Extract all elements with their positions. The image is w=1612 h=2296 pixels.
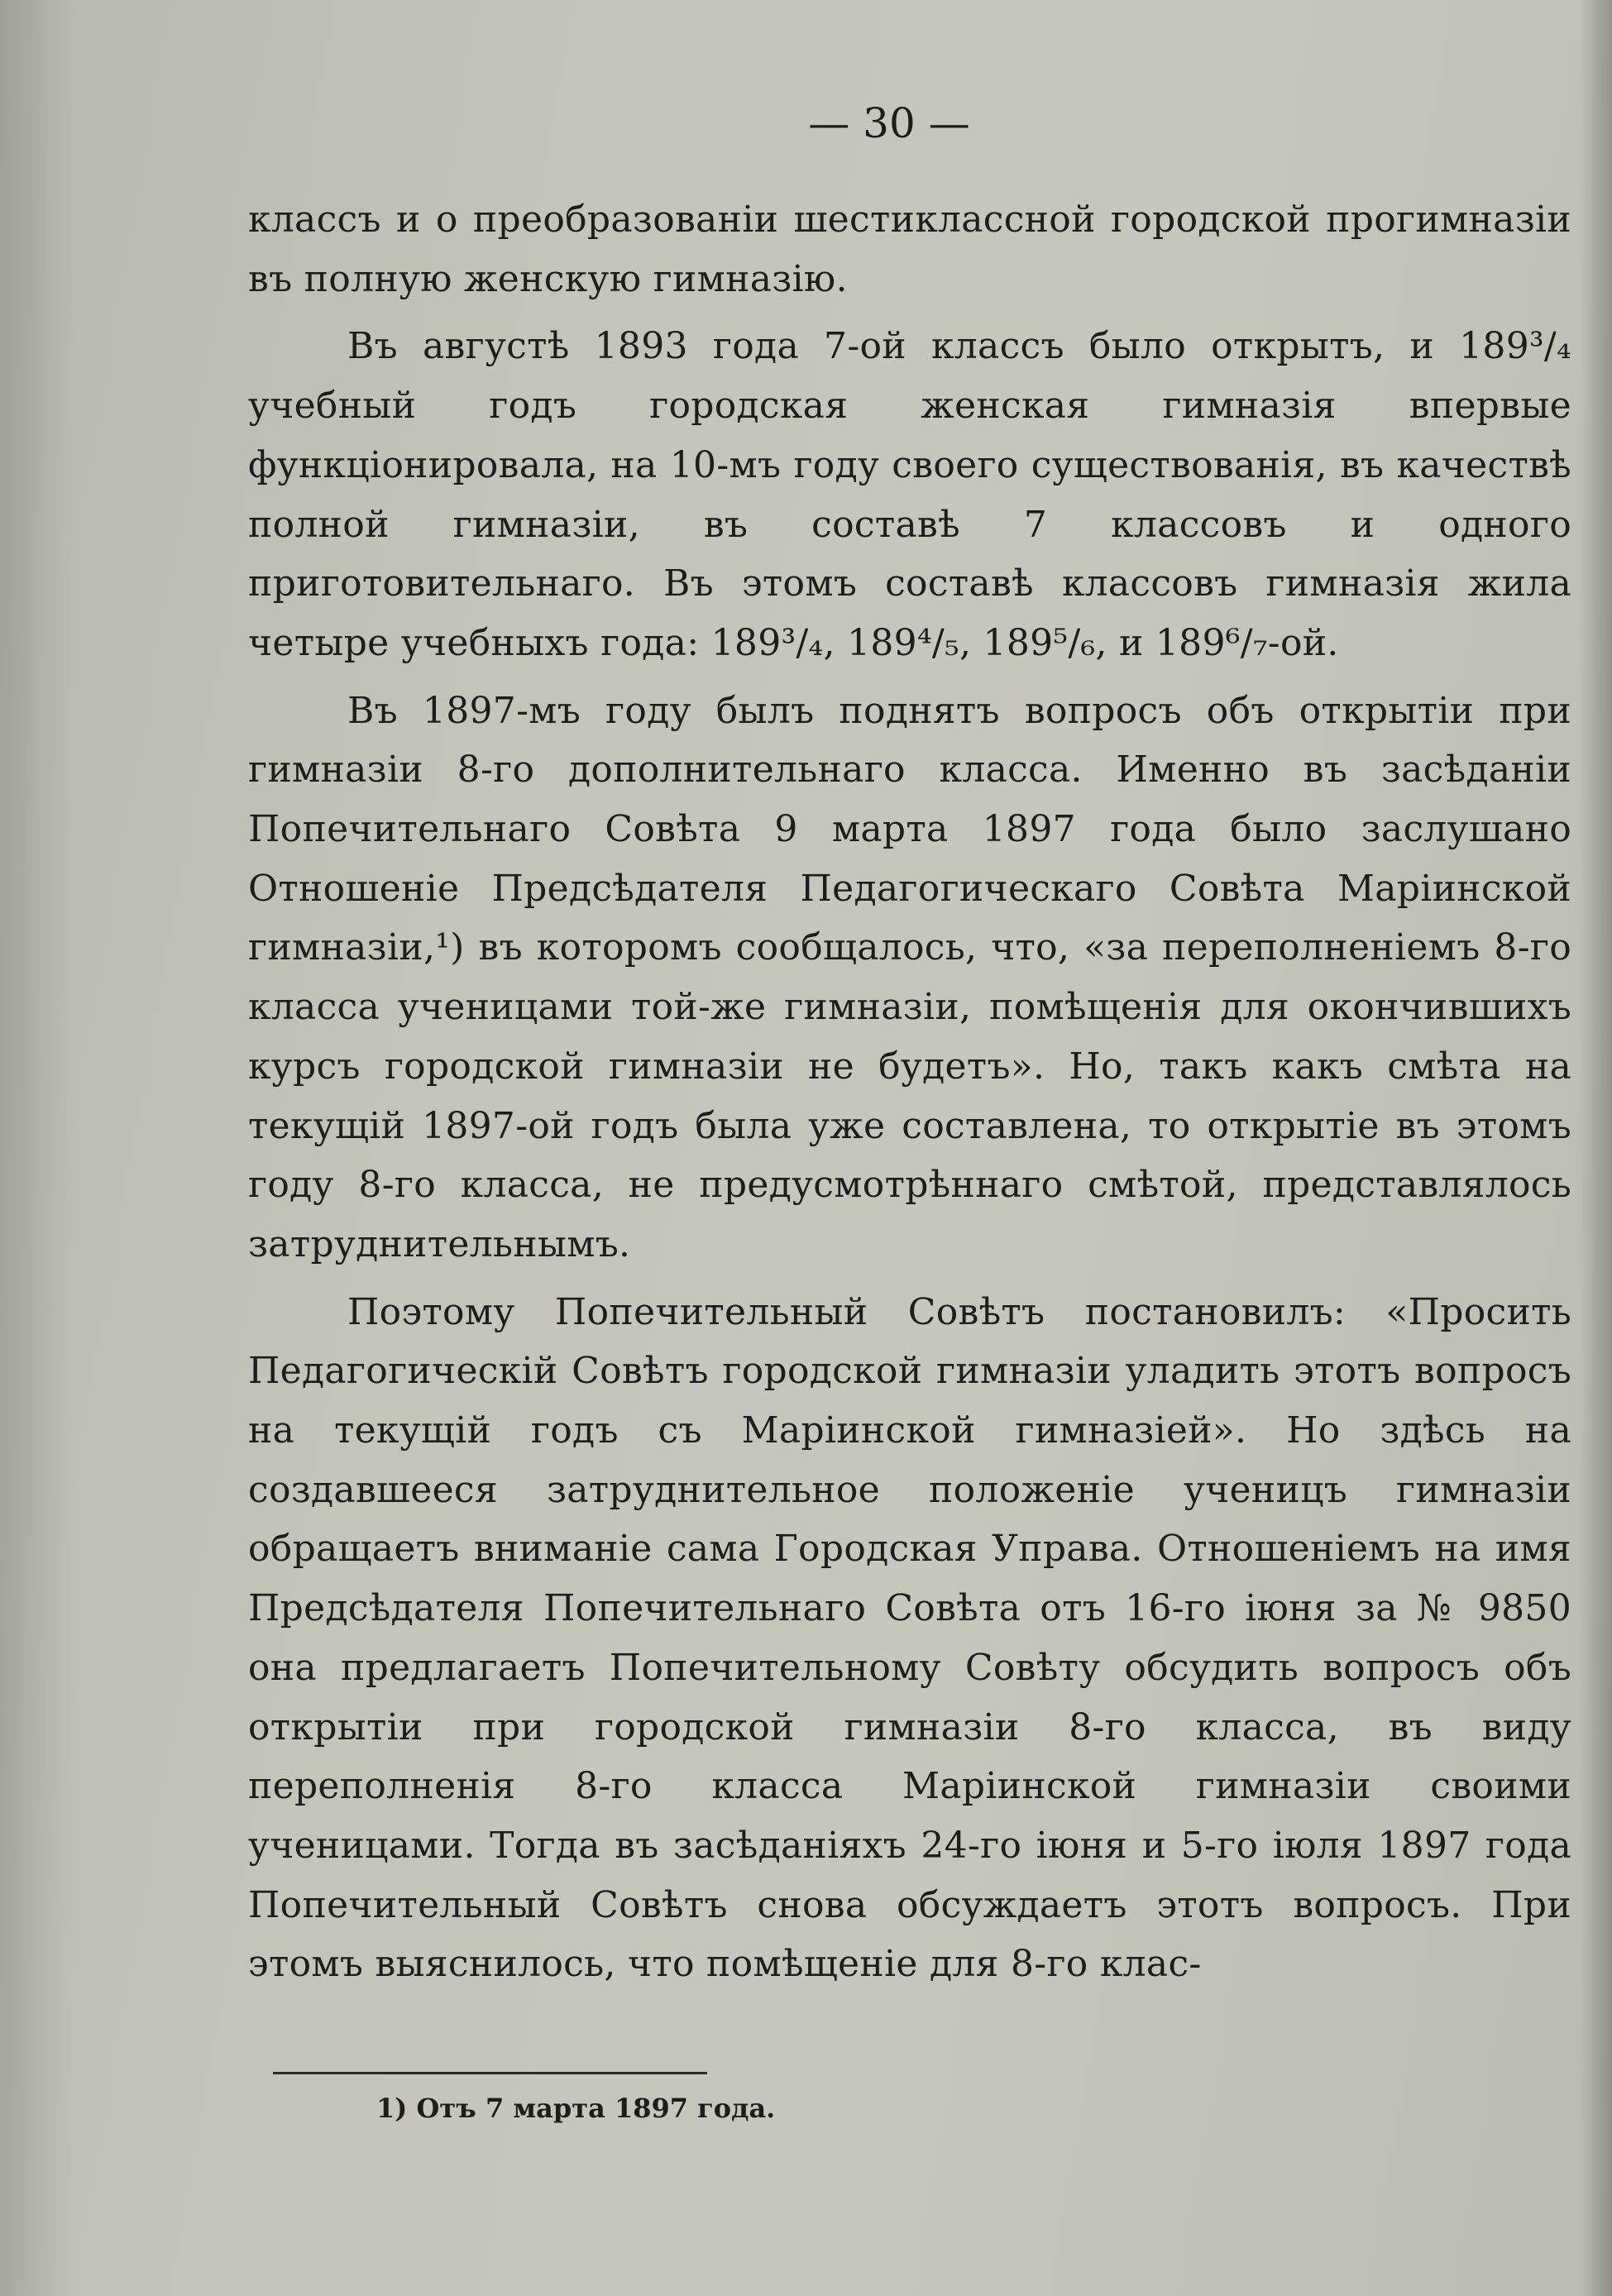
paragraph-3: Въ 1897-мъ году былъ поднятъ вопросъ объ открытіи при гимназіи 8-го дополнительнаго класса. Именно въ засѣданіи Попечительнаго Совѣта 9 марта 1897 года было заслушано Отношеніе Предсѣдателя Педагогическаго Совѣта Маріинской гимназіи,¹) въ которомъ сообщалось, что, «за переполненіемъ 8-го класса ученицами той-же гимназіи, помѣщенія для окончившихъ курсъ городской гимназіи не будетъ». Но, такъ какъ смѣта на текущій 1897-ой годъ была уже составлена, то открытіе въ этомъ году 8-го класса, не предусмотрѣннаго смѣтой, представлялось затруднительнымъ. (248, 689, 1571, 1265)
body-text (248, 190, 1571, 2002)
page-edge-shadow (1579, 0, 1612, 2296)
paragraph-4: Поэтому Попечительный Совѣтъ постановилъ: «Просить Педагогическій Совѣтъ городской гимназіи уладить этотъ вопросъ на текущій годъ съ Маріинской гимназіей». Но здѣсь на создавшееся затруднительное положеніе ученицъ гимназіи обращаетъ вниманіе сама Городская Управа. Отношеніемъ на имя Предсѣдателя Попечительнаго Совѣта отъ 16-го іюня за № 9850 она предлагаетъ Попечительному Совѣту обсудить вопросъ объ открытіи при городской гимназіи 8-го класса, въ виду переполненія 8-го класса Маріинской гимназіи своими ученицами. Тогда въ засѣданіяхъ 24-го іюня и 5-го іюля 1897 года Попечительный Совѣтъ снова обсуждаетъ этотъ вопросъ. При этомъ выяснилось, что помѣщеніе для 8-го клас- (248, 1290, 1571, 1986)
footnote-divider (273, 2072, 707, 2074)
paragraph-1: классъ и о преобразованіи шестиклассной городской прогимназіи въ полную женскую гимназію. (248, 199, 1571, 300)
page-number: — 30 — (808, 99, 970, 147)
paragraph-2: Въ августѣ 1893 года 7-ой классъ было открытъ, и 189³/₄ учебный годъ городская женская гимназія впервые функціонировала, на 10-мъ году своего существованія, въ качествѣ полной гимназіи, въ составѣ 7 классовъ и одного приготовительнаго. Въ этомъ составѣ классовъ гимназія жила четыре учебныхъ года: 189³/₄, 189⁴/₅, 189⁵/₆, и 189⁶/₇-ой. (248, 325, 1571, 664)
page-gutter-shadow (0, 0, 74, 2296)
footnote: 1) Отъ 7 марта 1897 года. (376, 2093, 776, 2124)
